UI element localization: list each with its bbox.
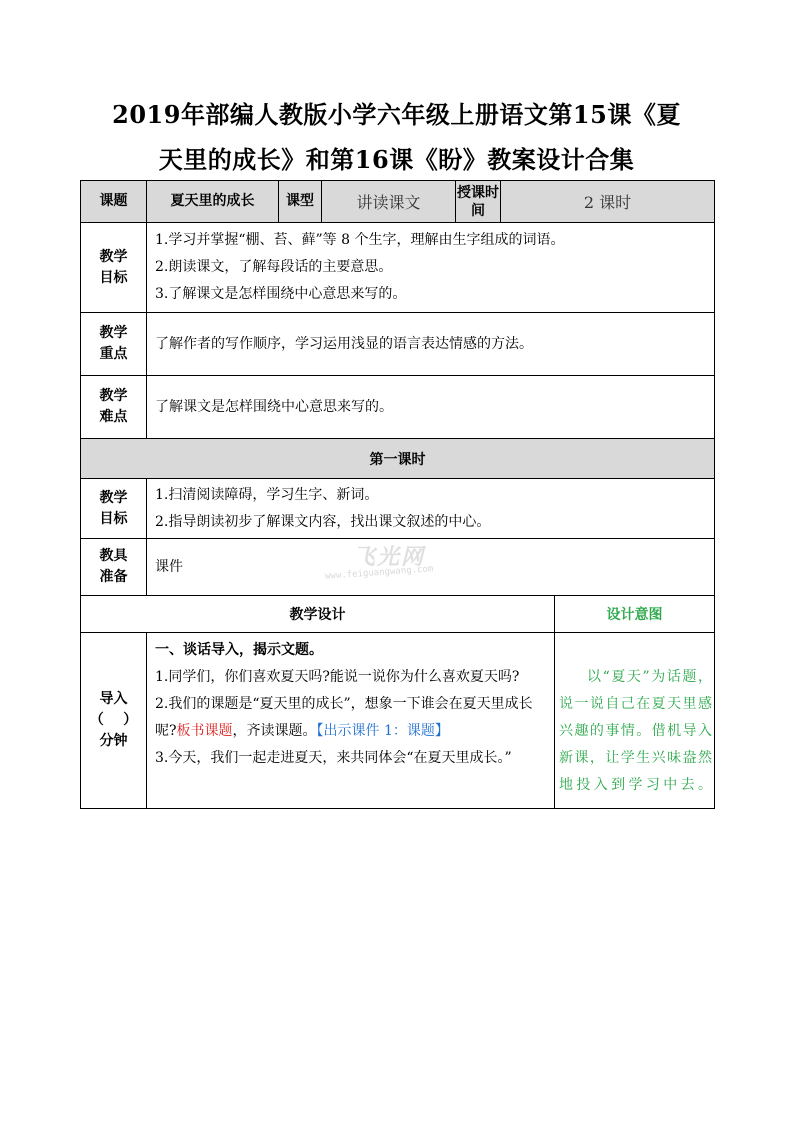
key-points-text: 了解作者的写作顺序，学习运用浅显的语言表达情感的方法。	[147, 313, 715, 376]
document-title-line-1: 2019年部编人教版小学六年级上册语文第15课《夏	[112, 100, 681, 129]
key-points-label: 教学重点	[81, 313, 147, 376]
tools-label: 教具准备	[81, 539, 147, 596]
time-label: 授课时间	[456, 181, 501, 223]
watermark	[325, 540, 465, 586]
goal-item: 1.学习并掌握“棚、苔、藓”等 8 个生字，理解由生字组成的词语。	[155, 232, 565, 248]
courseware-note: 【出示课件 1：课题】	[316, 723, 449, 739]
intro-paragraph-2-mid: ，齐读课题。	[232, 723, 317, 739]
document-title-line-2: 天里的成长》和第16课《盼》教案设计合集	[158, 145, 635, 174]
tools-value: 课件	[147, 539, 715, 596]
watermark-url: www.feiguangwang.com	[324, 564, 434, 582]
intro-design	[147, 633, 555, 809]
goals-content	[147, 223, 715, 313]
board-note: 板书课题	[176, 723, 233, 739]
intro-label-top: 导入	[99, 691, 128, 707]
intro-paragraph-2-text: 2.我们的课题是“夏天里的成长”，想象一下谁会在夏天里成长呢?	[155, 696, 533, 739]
goal-item: 2.指导朗读初步了解课文内容，找出课文叙述的中心。	[155, 513, 491, 530]
time-value: 2 课时	[501, 181, 715, 223]
first-lesson-goals-row	[81, 479, 715, 539]
difficulties-label: 教学难点	[81, 376, 147, 439]
intro-intent	[555, 633, 715, 809]
difficulties-row	[81, 376, 715, 439]
watermark-brand: 飞光网	[353, 545, 426, 570]
key-points-row	[81, 313, 715, 376]
header-row	[81, 181, 715, 223]
intro-label	[81, 633, 147, 809]
intro-label-bottom: 分钟	[99, 733, 128, 749]
first-lesson-goals-content	[147, 479, 715, 539]
topic-value: 夏天里的成长	[147, 181, 279, 223]
design-header: 教学设计	[81, 596, 555, 633]
intro-paragraph-2	[155, 691, 552, 745]
intro-intent-text: 以“夏天”为话题，说一说自己在夏天里感兴趣的事情。借机导入新课，让学生兴味盎然地投入到学习中去。	[559, 669, 712, 793]
intro-section-title: 一、谈话导入，揭示文题。	[155, 642, 323, 658]
intro-paragraph-1: 1.同学们，你们喜欢夏天吗?能说一说你为什么喜欢夏天吗?	[155, 669, 520, 685]
type-label: 课型	[279, 181, 322, 223]
goals-label: 教学目标	[81, 223, 147, 313]
type-value: 讲读课文	[322, 181, 456, 223]
first-lesson-heading: 第一课时	[81, 439, 715, 479]
goal-item: 3.了解课文是怎样围绕中心意思来写的。	[155, 286, 407, 302]
intro-row	[81, 633, 715, 809]
goal-item: 2.朗读课文，了解每段话的主要意思。	[155, 259, 393, 275]
first-lesson-row	[81, 439, 715, 479]
goals-row	[81, 223, 715, 313]
design-header-row	[81, 596, 715, 633]
lesson-plan-table	[80, 180, 715, 809]
topic-label: 课题	[81, 181, 147, 223]
first-lesson-goals-label: 教学目标	[81, 479, 147, 539]
intent-header: 设计意图	[555, 596, 715, 633]
goal-item: 1.扫清阅读障碍，学习生字、新词。	[155, 486, 379, 503]
intro-paragraph-3: 3.今天，我们一起走进夏天，来共同体会“在夏天里成长。”	[155, 750, 512, 766]
intro-minutes-blank: （ ）	[89, 712, 138, 728]
difficulties-text: 了解课文是怎样围绕中心意思来写的。	[147, 376, 715, 439]
